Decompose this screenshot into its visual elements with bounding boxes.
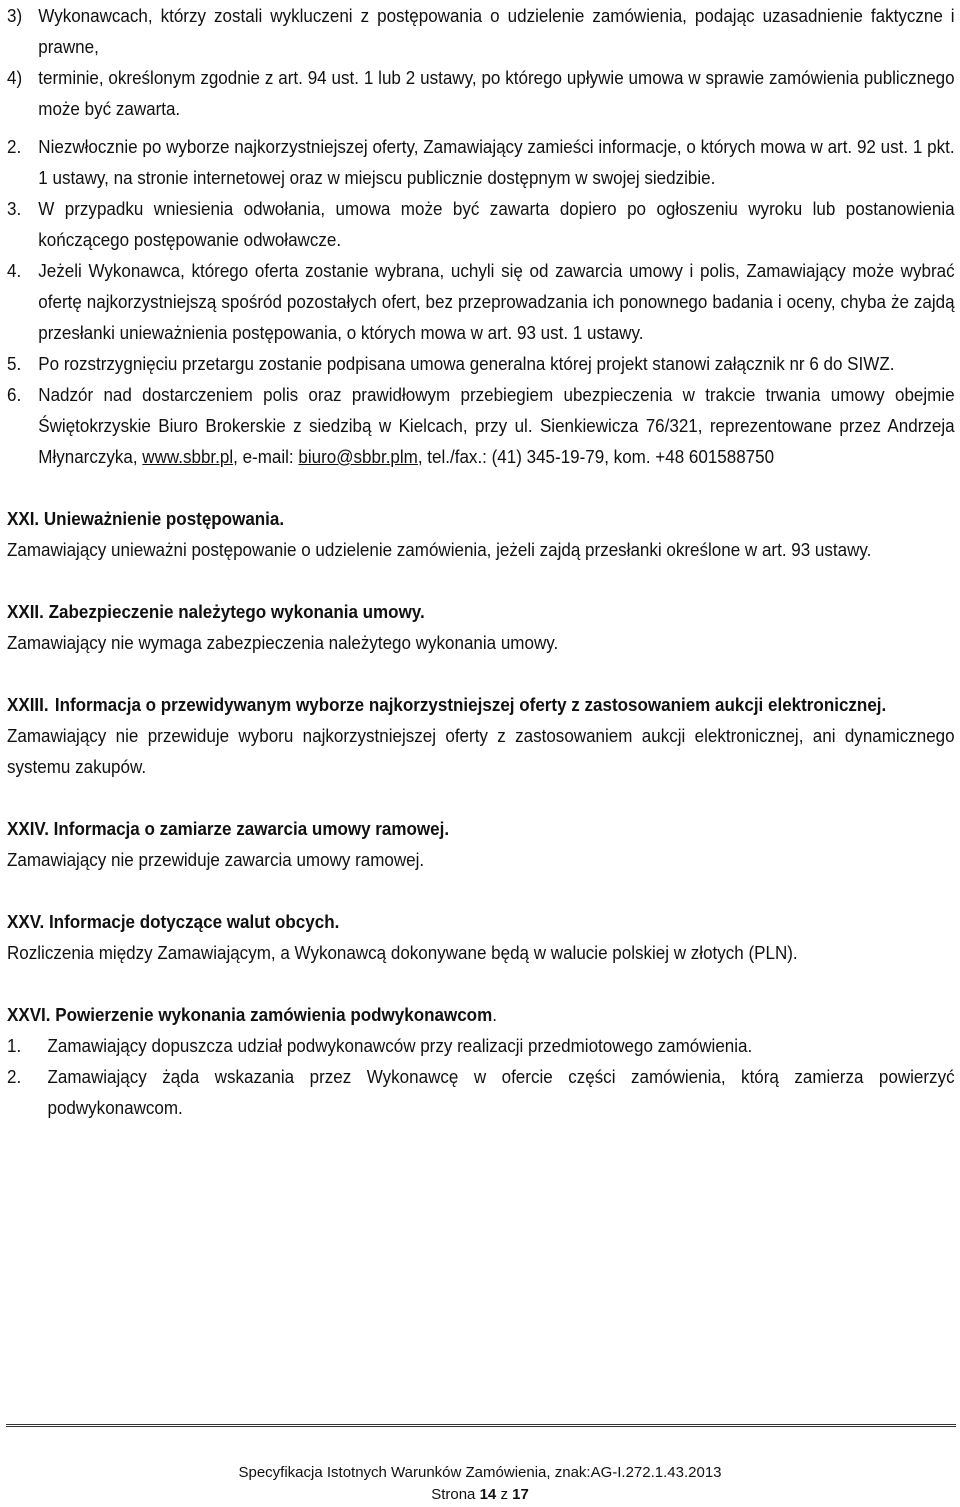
section-heading-xxvi [7,999,955,1030]
list-number: 3) [7,5,23,26]
list-number: 6. [7,384,22,405]
spacer [7,472,955,503]
section-text-xxi: Zamawiający unieważni postępowanie o udzielenie zamówienia, jeżeli zajdą przesłanki określone w art. 93 ustawy. [7,539,872,560]
section-text-xxv: Rozliczenia między Zamawiającym, a Wykonawcą dokonywane będą w walucie polskiej w złotych (PLN). [7,942,798,963]
page-separator: z [500,1486,508,1503]
section-heading-xxiii [7,689,955,720]
list-text-part: , tel./fax.: (41) 345-19-79, kom. +48 601588750 [417,446,775,467]
list-item-6 [7,379,955,472]
list-number: 2. [7,1066,22,1087]
footer-title: Specyfikacja Istotnych Warunków Zamówienia, znak:AG-I.272.1.43.2013 [238,1464,722,1481]
section-heading-xxv: XXV. Informacje dotyczące walut obcych. [7,911,340,932]
list-item-4-paren [7,62,955,124]
section-heading-xxiv: XXIV. Informacja o zamiarze zawarcia umowy ramowej. [7,818,450,839]
list-text: Jeżeli Wykonawca, którego oferta zostanie wybrana, uchyli się od zawarcia umowy i polis, Zamawiający może wybrać ofertę najkorzystniejszą spośród pozostałych ofert, bez przeprowadzania ich ponownego badania i oceny, chyba że zajdą przesłanki unieważnienia postępowania, o których mowa w art. 93 ust. 1 ustawy. [38,260,955,343]
list-text-part: Nadzór nad dostarczeniem polis oraz prawidłowym przebiegiem ubezpieczenia w trakcie trwania umowy obejmie Świętokrzyskie Biuro Brokerskie z siedzibą w Kielcach, przy ul. Sienkiewicza 76/321, reprezentowane przez Andrzeja Młynarczyka, [38,384,955,467]
section-heading-xxii: XXII. Zabezpieczenie należytego wykonania umowy. [7,601,425,622]
list-text: terminie, określonym zgodnie z art. 94 ust. 1 lub 2 ustawy, po którego upływie umowa w sprawie zamówienia publicznego może być zawarta. [38,67,955,119]
page-label: Strona [431,1486,476,1503]
list-text: Po rozstrzygnięciu przetargu zostanie podpisana umowa generalna której projekt stanowi załącznik nr 6 do SIWZ. [38,353,895,374]
list-text [7,379,955,472]
list-text-part: , e-mail: [233,446,299,467]
spacer [7,968,955,999]
spacer [7,875,955,906]
list-item-3-paren [7,0,955,62]
list-number: 1. [7,1035,22,1056]
list-item-4 [7,255,955,348]
list-item-1 [7,1030,955,1061]
spacer [7,782,955,813]
list-text: Wykonawcach, którzy zostali wykluczeni z postępowania o udzielenie zamówienia, podając uzasadnienie faktyczne i prawne, [38,5,955,57]
list-text: Zamawiający żąda wskazania przez Wykonawcę w ofercie części zamówienia, którą zamierza powierzyć podwykonawcom. [47,1066,955,1118]
list-number: 3. [7,198,22,219]
page-current: 14 [479,1486,497,1503]
email-link[interactable]: biuro@sbbr.plm [298,446,418,467]
list-item-2 [7,131,955,193]
list-item-2 [7,1061,955,1123]
footer-divider [6,1424,956,1427]
section-heading-text: Informacja o przewidywanym wyborze najkorzystniejszej oferty z zastosowaniem aukcji elektronicznej. [54,694,887,715]
page-footer [0,1462,960,1506]
list-text: Niezwłocznie po wyborze najkorzystniejszej oferty, Zamawiający zamieści informacje, o których mowa w art. 92 ust. 1 pkt. 1 ustawy, na stronie internetowej oraz w miejscu publicznie dostępnym w swojej siedzibie. [38,136,955,188]
section-text-xxiii: Zamawiający nie przewiduje wyboru najkorzystniejszej oferty z zastosowaniem aukcji elektronicznej, ani dynamicznego systemu zakupów. [7,725,955,777]
document-body [7,0,955,1123]
list-number: 5. [7,353,22,374]
section-heading-tail: . [492,1004,497,1025]
section-number: XXIII. [7,694,49,715]
section-text-xxiv: Zamawiający nie przewiduje zawarcia umowy ramowej. [7,849,425,870]
website-link[interactable]: www.sbbr.pl [142,446,234,467]
list-number: 2. [7,136,22,157]
list-text: Zamawiający dopuszcza udział podwykonawców przy realizacji przedmiotowego zamówienia. [47,1035,753,1056]
spacer [7,565,955,596]
spacer [7,658,955,689]
page-total: 17 [512,1486,529,1503]
list-number: 4. [7,260,22,281]
section-heading-xxi: XXI. Unieważnienie postępowania. [7,508,285,529]
list-item-3 [7,193,955,255]
list-number: 4) [7,67,23,88]
section-heading-text: XXVI. Powierzenie wykonania zamówienia podwykonawcom [7,1004,493,1025]
list-text: W przypadku wniesienia odwołania, umowa może być zawarta dopiero po ogłoszeniu wyroku lub postanowienia kończącego postępowanie odwoławcze. [38,198,955,250]
list-item-5 [7,348,955,379]
page-number [0,1484,960,1506]
section-text-xxii: Zamawiający nie wymaga zabezpieczenia należytego wykonania umowy. [7,632,559,653]
